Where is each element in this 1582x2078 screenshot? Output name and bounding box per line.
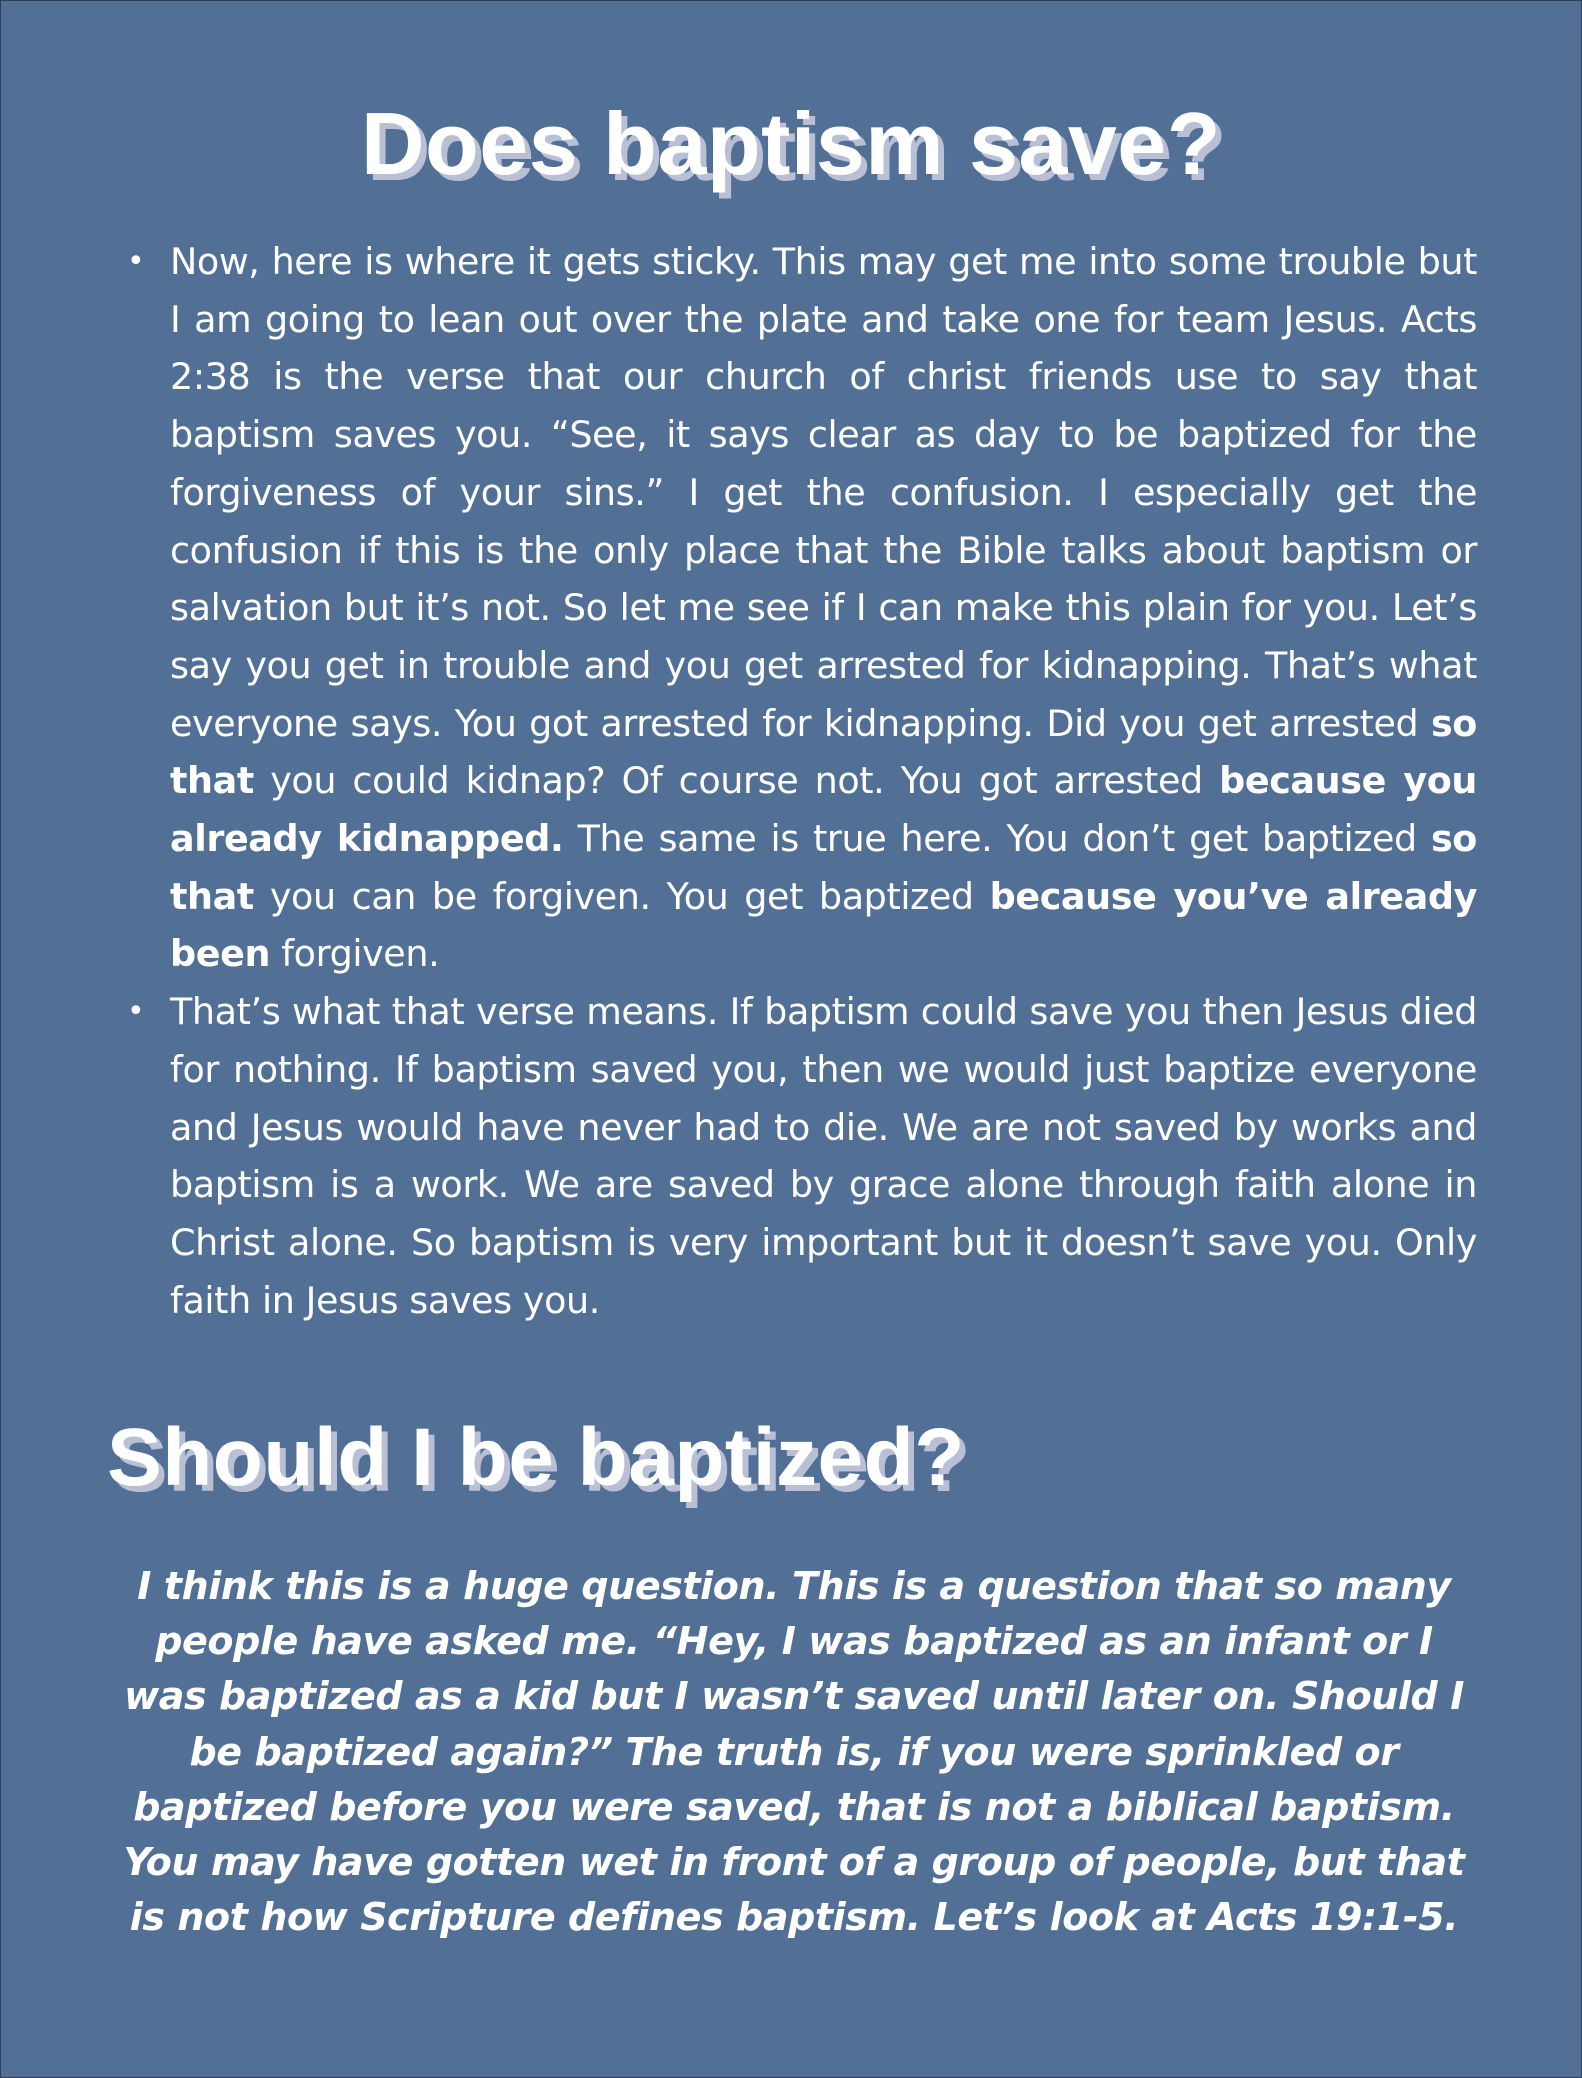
bullet-text: The same is true here. You don’t get baptized (563, 817, 1431, 861)
bullet-icon: • (127, 244, 145, 279)
bold-text: so that (170, 817, 1477, 918)
bullet-text: you can be forgiven. You get baptized (253, 874, 990, 918)
bullet-list (127, 233, 1477, 1329)
bullet-text: Now, here is where it gets sticky. This may get me into some trouble but I am going to lean out over the plate and take one for team Jesus. Acts 2:38 is the verse that our church of christ friends use to say that baptism saves you. “See, it says clear as day to be baptized for the forgiveness of your sins.” I get the confusion. I especially get the confusion if this is the only place that the Bible talks about baptism or salvation but it’s not. So let me see if I can make this plain for you. Let’s say you get in trouble and you get arrested for kidnapping. That’s what everyone says. You got arrested for kidnapping. Did you get arrested (170, 240, 1477, 745)
bold-text: because you’ve already been (170, 874, 1477, 976)
bullet-text: That’s what that verse means. If baptism could save you then Jesus died for nothing. If baptism saved you, then we would just baptize everyone and Jesus would have never had to die. We are not saved by works and baptism is a work. We are saved by grace alone through faith alone in Christ alone. So baptism is very important but it doesn’t save you. Only faith in Jesus saves you. (170, 990, 1477, 1322)
bullet-icon: • (127, 994, 145, 1030)
heading-does-baptism-save: Does baptism save? (361, 94, 1221, 193)
closing-paragraph: I think this is a huge question. This is a question that so many people have asked me. “Hey, I was baptized as an infant or I was baptized as a kid but I wasn’t saved until later on. Should I be baptized again?” The truth is, if you were sprinkled or baptized before you were saved, that is not a biblical baptism. You may have gotten wet in front of a group of people, but that is not how Scripture defines baptism. Let’s look at Acts 19:1-5. (123, 1564, 1465, 1940)
list-item (127, 983, 1477, 1329)
bold-text: so that (170, 701, 1477, 803)
list-item (127, 233, 1477, 983)
bullet-text: you could kidnap? Of course not. You got arrested (253, 759, 1220, 803)
heading-should-i-be-baptized: Should I be baptized? (107, 1412, 965, 1503)
bullet-text: forgiven. (270, 932, 440, 976)
bold-text: because you already kidnapped. (170, 759, 1477, 861)
